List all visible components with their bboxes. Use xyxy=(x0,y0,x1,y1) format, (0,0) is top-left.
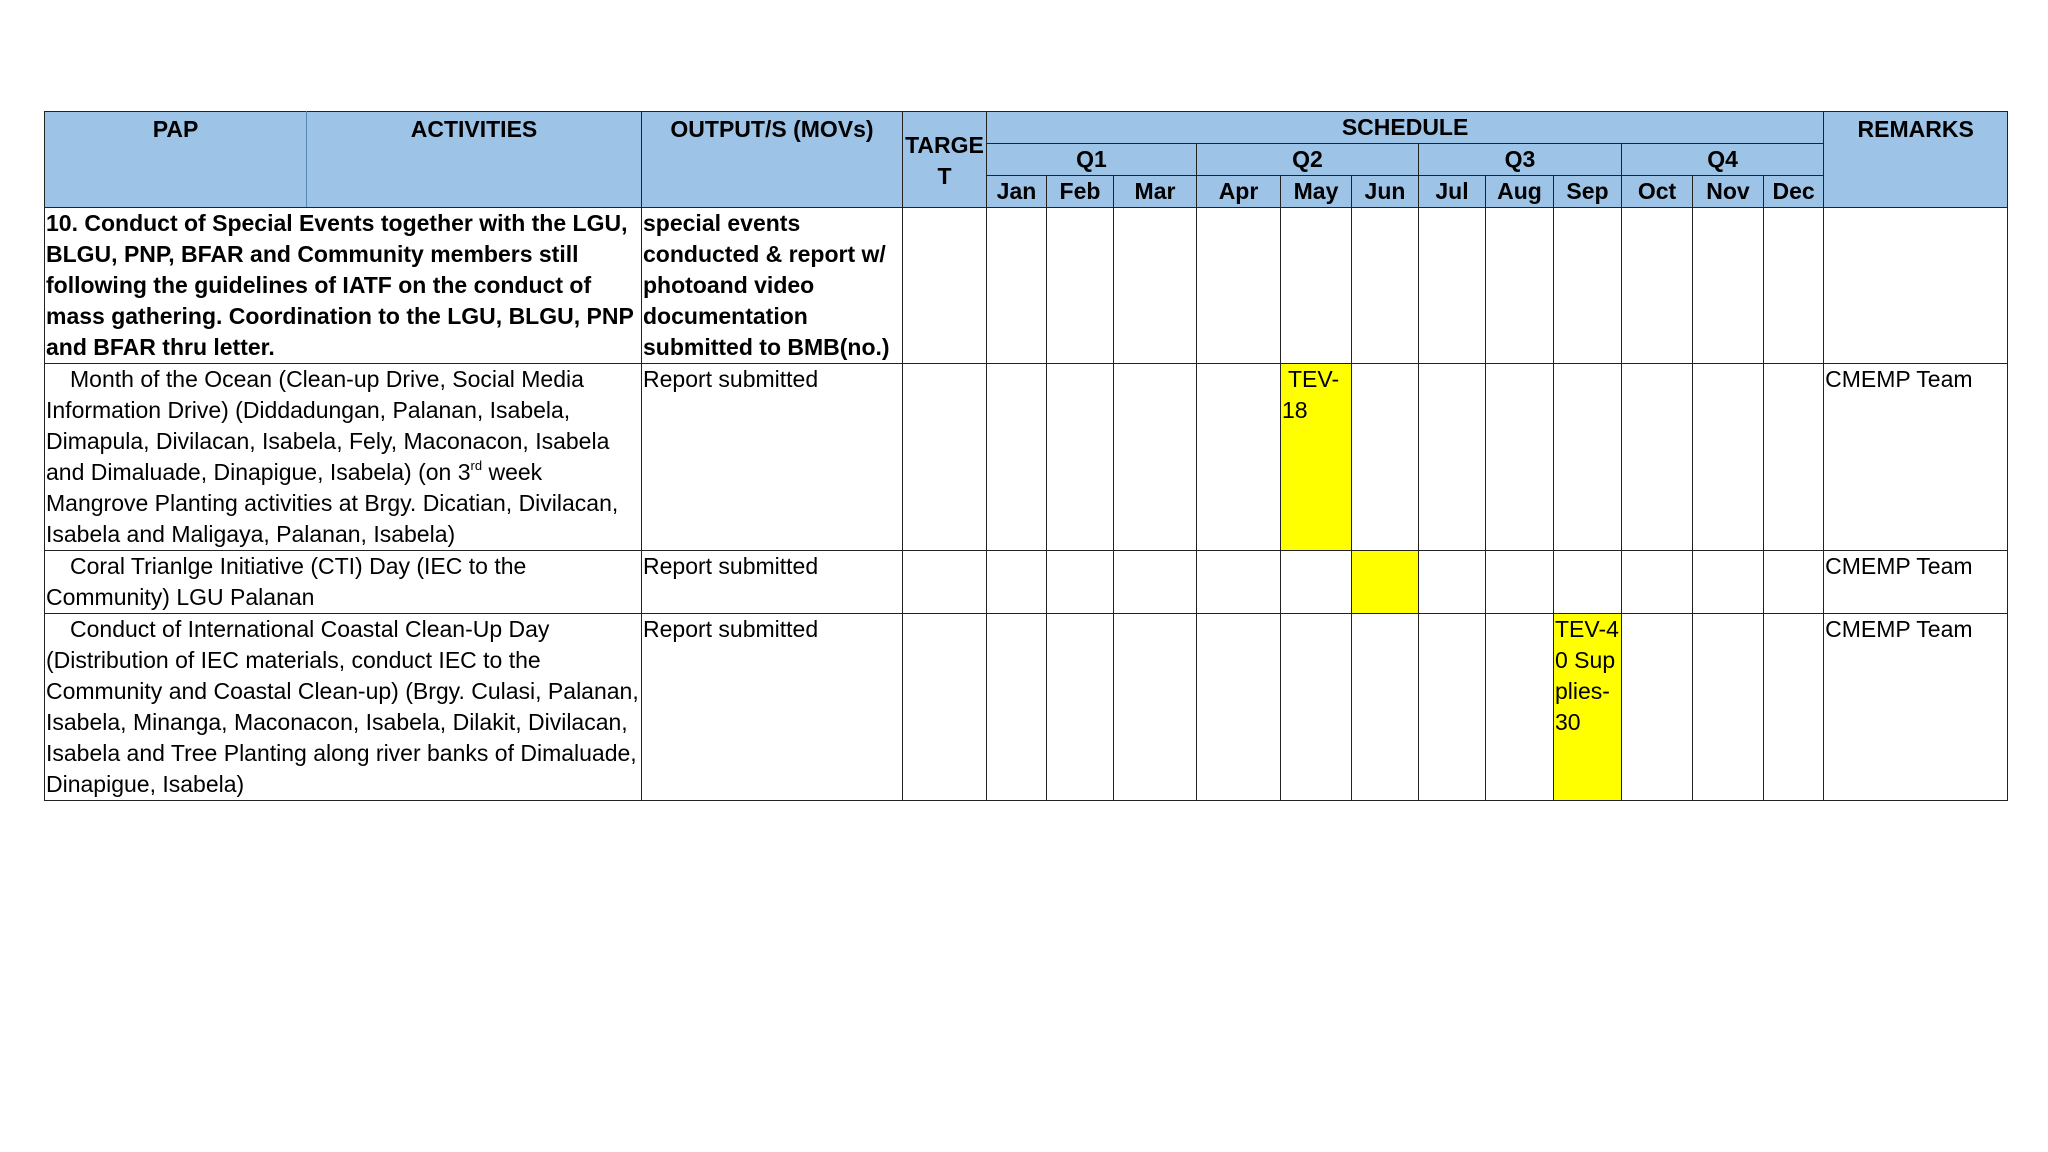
header-pap: PAP xyxy=(45,112,307,208)
month-cell xyxy=(1554,364,1622,551)
header-month-jul: Jul xyxy=(1419,176,1486,208)
output-cell: Report submitted xyxy=(642,551,903,614)
month-cell xyxy=(1764,364,1824,551)
month-cell xyxy=(1622,614,1693,801)
budget-note: TEV-18 xyxy=(1282,366,1340,423)
month-cell xyxy=(987,208,1047,364)
header-month-may: May xyxy=(1281,176,1352,208)
month-cell xyxy=(1764,614,1824,801)
month-cell xyxy=(1693,551,1764,614)
month-cell xyxy=(987,551,1047,614)
highlighted-month-cell xyxy=(1281,364,1352,551)
month-cell xyxy=(1486,208,1554,364)
month-cell xyxy=(987,364,1047,551)
output-cell: Report submitted xyxy=(642,614,903,801)
month-cell xyxy=(1419,208,1486,364)
header-month-jun: Jun xyxy=(1352,176,1419,208)
month-cell xyxy=(1693,208,1764,364)
month-cell xyxy=(1764,551,1824,614)
month-cell xyxy=(1693,614,1764,801)
remarks-cell: CMEMP Team xyxy=(1824,364,2008,551)
month-cell xyxy=(1114,208,1197,364)
month-cell xyxy=(1486,614,1554,801)
header-outputs: OUTPUT/S (MOVs) xyxy=(642,112,903,208)
month-cell xyxy=(1622,551,1693,614)
month-cell xyxy=(1281,551,1352,614)
activity-superscript: rd xyxy=(470,458,483,473)
month-cell xyxy=(987,614,1047,801)
month-cell xyxy=(1047,614,1114,801)
header-month-nov: Nov xyxy=(1693,176,1764,208)
month-cell xyxy=(1554,208,1622,364)
header-month-apr: Apr xyxy=(1197,176,1281,208)
header-month-dec: Dec xyxy=(1764,176,1824,208)
month-cell xyxy=(1352,614,1419,801)
activity-cell xyxy=(45,364,642,551)
month-cell xyxy=(1622,208,1693,364)
month-cell xyxy=(1197,364,1281,551)
month-cell xyxy=(1419,364,1486,551)
remarks-cell xyxy=(1824,208,2008,364)
target-cell xyxy=(903,364,987,551)
month-cell xyxy=(1764,208,1824,364)
month-cell xyxy=(1352,364,1419,551)
header-target: TARGE T xyxy=(903,112,987,208)
target-cell xyxy=(903,551,987,614)
remarks-cell: CMEMP Team xyxy=(1824,551,2008,614)
activity-cell: Conduct of International Coastal Clean-Up Day (Distribution of IEC materials, conduct IEC to the Community and Coastal Clean-up) (Brgy. Culasi, Palanan, Isabela, Minanga, Maconacon, Isabela, Dilakit, Divilacan, Isabela and Tree Planting along river banks of Dimaluade, Dinapigue, Isabela) xyxy=(45,614,642,801)
month-cell xyxy=(1047,551,1114,614)
month-cell xyxy=(1047,364,1114,551)
header-month-jan: Jan xyxy=(987,176,1047,208)
table-row xyxy=(45,614,2008,801)
header-month-oct: Oct xyxy=(1622,176,1693,208)
month-cell xyxy=(1693,364,1764,551)
remarks-cell: CMEMP Team xyxy=(1824,614,2008,801)
month-cell xyxy=(1281,208,1352,364)
header-activities: ACTIVITIES xyxy=(307,112,642,208)
table-row xyxy=(45,208,2008,364)
month-cell xyxy=(1419,551,1486,614)
highlighted-month-cell xyxy=(1554,614,1622,801)
output-cell: special events conducted & report w/ photoand video documentation submitted to BMB(no.) xyxy=(642,208,903,364)
month-cell xyxy=(1197,551,1281,614)
header-quarter-q3: Q3 xyxy=(1419,144,1622,176)
target-cell xyxy=(903,614,987,801)
month-cell xyxy=(1114,364,1197,551)
header-quarter-q4: Q4 xyxy=(1622,144,1824,176)
month-cell xyxy=(1114,551,1197,614)
header-month-sep: Sep xyxy=(1554,176,1622,208)
month-cell xyxy=(1047,208,1114,364)
month-cell xyxy=(1352,208,1419,364)
header-month-feb: Feb xyxy=(1047,176,1114,208)
highlighted-month-cell xyxy=(1352,551,1419,614)
header-quarter-q2: Q2 xyxy=(1197,144,1419,176)
activity-cell: 10. Conduct of Special Events together with the LGU, BLGU, PNP, BFAR and Community members still following the guidelines of IATF on the conduct of mass gathering. Coordination to the LGU, BLGU, PNP and BFAR thru letter. xyxy=(45,208,642,364)
month-cell xyxy=(1281,614,1352,801)
table-row xyxy=(45,364,2008,551)
header-month-aug: Aug xyxy=(1486,176,1554,208)
activity-text-cont: week Mangrove Planting activities at Brgy. Dicatian, Divilacan, Isabela and Maligaya, Palanan, Isabela) xyxy=(46,459,619,547)
header-schedule: SCHEDULE xyxy=(987,112,1824,144)
budget-note: TEV-40 Supplies-30 xyxy=(1555,616,1619,735)
work-plan-table xyxy=(44,111,2008,801)
month-cell xyxy=(1486,364,1554,551)
month-cell xyxy=(1114,614,1197,801)
output-cell: Report submitted xyxy=(642,364,903,551)
table-row xyxy=(45,551,2008,614)
month-cell xyxy=(1197,208,1281,364)
month-cell xyxy=(1486,551,1554,614)
header-remarks: REMARKS xyxy=(1824,112,2008,208)
header-month-mar: Mar xyxy=(1114,176,1197,208)
activity-cell: Coral Trianlge Initiative (CTI) Day (IEC to the Community) LGU Palanan xyxy=(45,551,642,614)
month-cell xyxy=(1419,614,1486,801)
month-cell xyxy=(1554,551,1622,614)
month-cell xyxy=(1622,364,1693,551)
target-cell xyxy=(903,208,987,364)
month-cell xyxy=(1197,614,1281,801)
activity-text: Month of the Ocean (Clean-up Drive, Social Media Information Drive) (Diddadungan, Palanan, Isabela, Dimapula, Divilacan, Isabela, Fely, Maconacon, Isabela and Dimaluade, Dinapigue, Isabela) (on 3 xyxy=(46,366,610,485)
header-quarter-q1: Q1 xyxy=(987,144,1197,176)
